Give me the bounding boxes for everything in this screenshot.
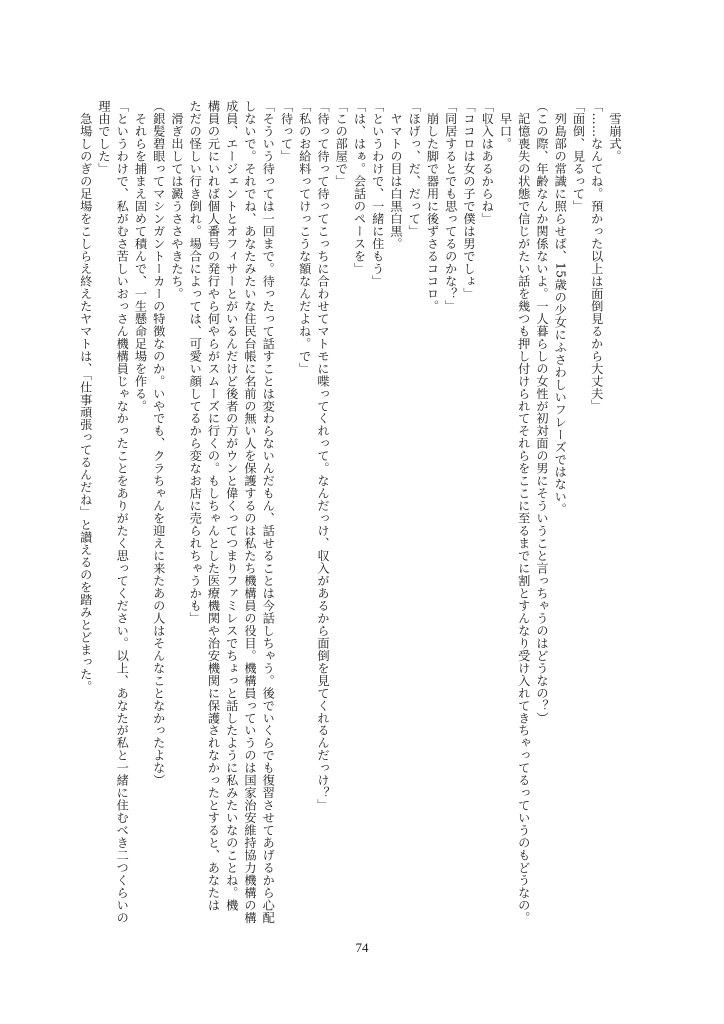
text-line: （この際、年齢なんか関係ないよ。一人暮らしの女性が初対面の男にそういうこと言っちゃうのはどうなの？） [535, 100, 549, 724]
text-line: 雪崩式。 [608, 100, 622, 163]
text-line: ただの怪しい行き倒れ。場合によっては、可愛い顔してるから変なお店に売られちゃうかも」 [188, 100, 203, 625]
text-line: 記憶喪失の状態で信じがたい話を幾つも押し付けられてそれらをここに至るまでに割とすんなり受け入れてきちゃってるっていうのもどうなの。 [516, 100, 531, 924]
text-line: 「この部屋で」 [334, 100, 349, 188]
text-line: 「私のお給料ってけっこうな額なんだよね。で」 [297, 100, 312, 375]
text-line: 早口。 [498, 100, 513, 150]
text-line: 「収入はあるからね」 [480, 100, 495, 225]
page-number: 74 [355, 940, 369, 955]
text-line: 急場しのぎの足場をこしらえ終えたヤマトは、「仕事頑張ってるんだね」と讃えるのを踏みとどまった。 [78, 100, 93, 693]
text-line: 「面倒、見るって」 [571, 100, 586, 213]
text-line: 滑ぎ出しては澱うささやきたち。 [170, 100, 184, 300]
text-line: 構員の元にいれば個人番号の発行やら何やらがスムーズに行くの。もしちゃんとした医療機関や治安機関に保護されなかったとすると、あなたは [206, 100, 221, 912]
text-line: 「待って」 [279, 100, 294, 163]
text-line: 「は、はぁ。会話のペースを」 [352, 100, 367, 275]
text-line: 「そういう待っては一回まで。待ったって話すことは変わらないんだもん、話せることは今話しちゃう。後でいくらでも復習させてあげるから心配 [261, 100, 276, 924]
text-line: 理由でした」 [97, 100, 111, 175]
text-line: 崩した脚で器用に後ずさるココロ。 [425, 100, 440, 313]
text-line: 「待って待って待ってこっちに合わせてマトモに喋ってくれって。なんだっけ、収入があるから面倒を見てくれるんだっけ？」 [316, 100, 330, 812]
text-line: 「ほげっ、だ、だって」 [407, 100, 422, 238]
text-line: しないで。それでね、あなたみたいな住民台帳に名前の無い人を保護するのは私たち機構員の役目。機構員っていうのは国家治安維持協力機構の構 [243, 100, 257, 924]
text-line: 「というわけで、私がむさ苦しいおっさん機構員じゃなかったことをありがたく思ってください。以上、あなたが私と一緒に住むべき二つくらいの [115, 100, 130, 924]
text-line: 「ココロは女の子で僕は男でしょ」 [462, 100, 476, 300]
text-line: 列島部の常識に照らせば、15歳の少女にふさわしいフレーズではない。 [553, 100, 568, 516]
text-line: 「……なんてね。預かった以上は面倒見るから大丈夫」 [589, 100, 604, 412]
text-line: それらを捕まえ固めて積んで、一生懸命足場を作る。 [133, 100, 148, 412]
text-line: 「同居するとでも思ってるのかな？」 [443, 100, 458, 313]
text-line: 成員、エージェントとオフィサーとがいるんだけど後者の方がウンと偉くってつまりファミレスでちょっと話したように私みたいなのことね。機 [224, 100, 239, 912]
text-line: ヤマトの目は白黒白黒。 [389, 100, 403, 250]
vertical-text-body [78, 100, 624, 924]
text-line: 「というわけで、一緒に住もう」 [370, 100, 385, 288]
text-line: （銀髪碧眼ってマシンガントーカーの特徴なのか。いやでも、クラちゃんを迎えに来たあの人はそんなことなかったよな） [151, 100, 166, 787]
